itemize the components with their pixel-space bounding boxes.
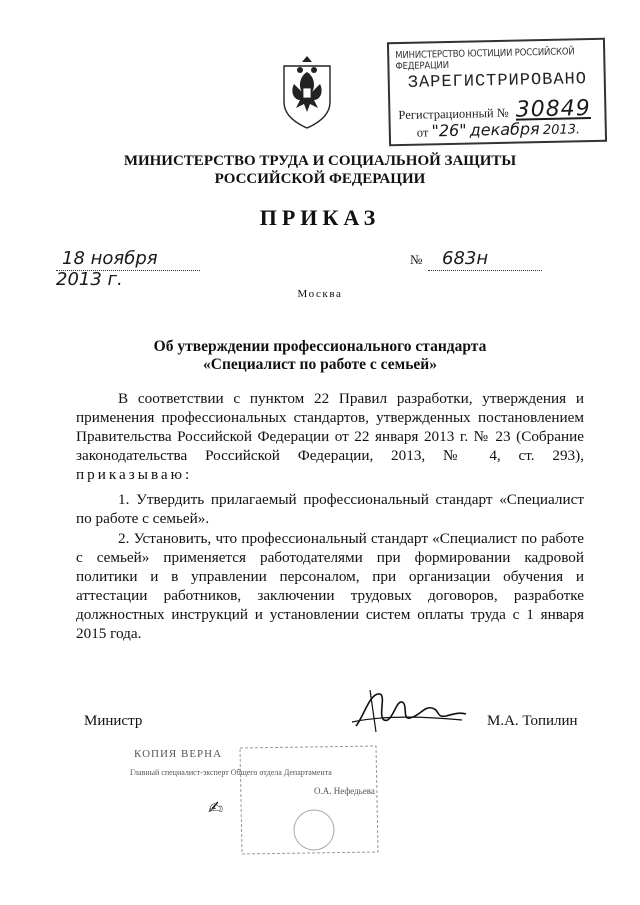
order-number-field [428,248,542,271]
stamp-month: декабря [469,119,540,140]
stamp-ministry: МИНИСТЕРСТВО ЮСТИЦИИ РОССИЙСКОЙ ФЕДЕРАЦИИ [395,46,575,73]
stamp-reg-number: 30849 [515,96,592,123]
ministry-line-1: МИНИСТЕРСТВО ТРУДА И СОЦИАЛЬНОЙ ЗАЩИТЫ [123,153,517,169]
signatory-title: Министр [84,713,143,729]
copy-certification-stamp [118,740,388,860]
registration-stamp [387,38,607,147]
order-number-label: № [410,252,423,267]
stamp-from-label: от [416,125,429,140]
signatory-name: М.А. Топилин [487,713,578,729]
preamble-text: В соответствии с пунктом 22 Правил разработки, утверждения и применения профессиональных стандартов, утвержденных постановлением Правительства Российской Федерации от 22 января 2013 г. № 23 (Собрание законодательства Российской Федерации, 2013, № 4, ст. 293), [76,390,584,464]
subject-line-2: «Специалист по работе с семьей» [203,356,437,373]
stamp-registered: ЗАРЕГИСТРИРОВАНО [407,70,588,93]
order-subject [0,338,640,374]
order-date: 18 ноября 2013 г. [56,248,158,290]
copy-stamp-name: О.А. Нефедьева [314,786,375,796]
item-1-paragraph: 1. Утвердить прилагаемый профессиональный стандарт «Специалист по работе с семьей». [76,491,584,527]
copy-stamp-title: КОПИЯ ВЕРНА [134,748,223,760]
ministry-line-2: РОССИЙСКОЙ ФЕДЕРАЦИИ [214,171,426,187]
stamp-date-line [417,118,581,140]
copy-stamp-position: Главный специалист-эксперт Общего отдела Департамента [130,768,332,777]
stamp-day: "26" [431,120,467,141]
preamble-paragraph [76,389,584,484]
order-date-field [56,248,200,290]
stamp-frame [236,740,382,860]
item-2-paragraph: 2. Установить, что профессиональный стандарт «Специалист по работе с семьей» применяется работодателями при формировании кадровой политики и в управлении персоналом, при организации обучения и аттестации работников, заключении трудовых договоров, разработке должностных инструкций и установлении систем оплаты труда с 1 января 2015 года. [76,530,584,642]
order-word: приказываю: [76,466,193,483]
ministry-heading [0,152,640,188]
coat-of-arms-emblem [276,52,338,130]
stamp-year: 2013. [542,122,581,139]
stamp-reg-label: Регистрационный № [398,105,509,123]
handwritten-signature [350,686,470,736]
copy-stamp-signature: ✍ [208,798,224,819]
document-type-title: ПРИКАЗ [259,205,381,230]
subject-line-1: Об утверждении профессионального стандарта [153,338,487,355]
city: Москва [297,288,343,300]
order-number: 683н [442,248,489,269]
